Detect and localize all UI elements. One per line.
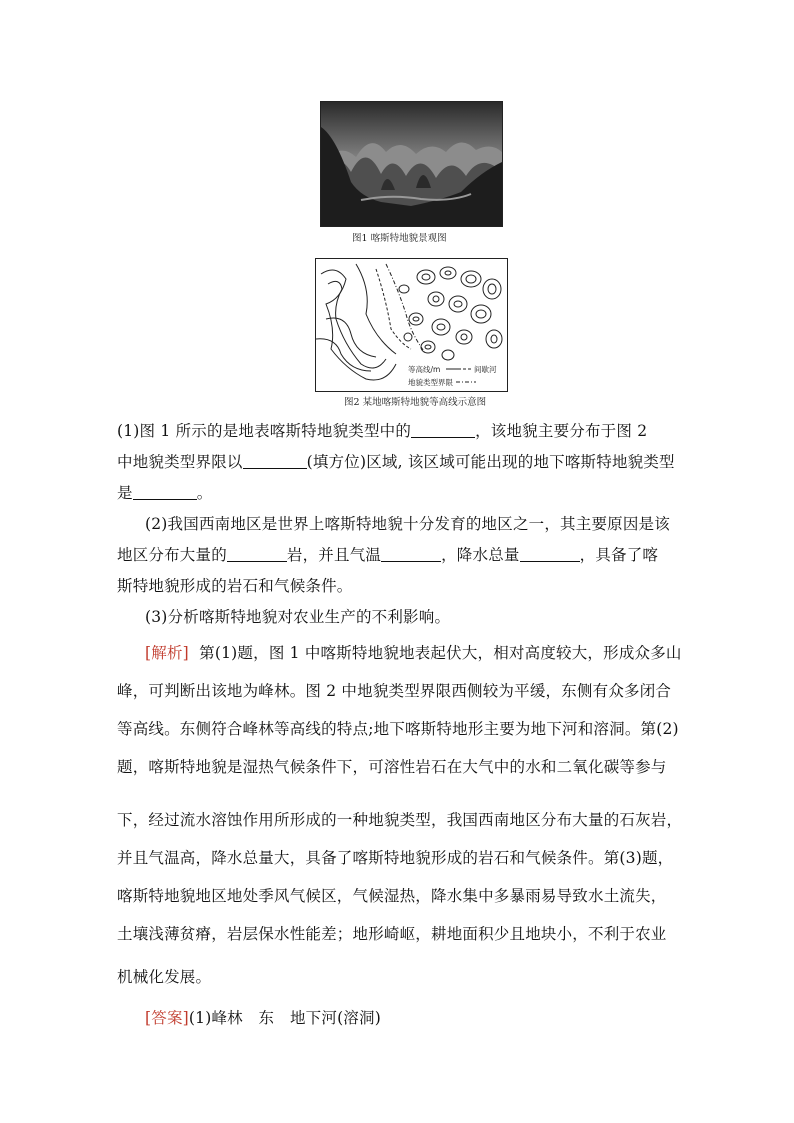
legend-river-label: 间歇河 (474, 365, 497, 374)
q1-text-b: ，该地貌主要分布于图 2 (475, 422, 648, 440)
q2-blank-rock (227, 547, 287, 562)
analysis-line-5: 下，经过流水溶蚀作用所形成的一种地貌类型，我国西南地区分布大量的石灰岩， (117, 811, 683, 829)
q1-text-c: 中地貌类型界限以 (117, 453, 243, 471)
q1-text-e: 是 (117, 484, 133, 502)
answer-tag: [答案] (145, 1009, 189, 1027)
figure1-caption: 图1 喀斯特地貌景观图 (352, 233, 447, 244)
answer-line (145, 1006, 713, 1028)
question2-line1: (2)我国西南地区是世界上喀斯特地貌十分发育的地区之一，其主要原因是该 (145, 515, 670, 533)
analysis-line-2: 峰，可判断出该地为峰林。图 2 中地貌类型界限西侧较为平缓，东侧有众多闭合 (117, 682, 672, 700)
analysis-line-8: 土壤浅薄贫瘠，岩层保水性能差；地形崎岖，耕地面积少且地块小，不利于农业 (117, 925, 667, 943)
legend-contour-label: 等高线/m (408, 365, 441, 374)
q1-blank-underground (133, 485, 197, 500)
q2-text-d: ，具备了喀 (579, 546, 659, 564)
question1-line2 (117, 450, 685, 472)
answer-text: (1)峰林 东 地下河(溶洞) (188, 1009, 381, 1027)
q2-text-b: 岩，并且气温 (286, 546, 382, 564)
q1-text-a: (1)图 1 所示的是地表喀斯特地貌类型中的 (117, 422, 412, 440)
analysis-line-4: 题，喀斯特地貌是湿热气候条件下，可溶性岩石在大气中的水和二氧化碳等参与 (117, 758, 667, 776)
q2-blank-precipitation (520, 547, 580, 562)
analysis-tag: [解析] (145, 644, 189, 662)
karst-photo-illustration (321, 102, 502, 226)
q1-blank-direction (243, 454, 307, 469)
analysis-line-1 (145, 641, 713, 663)
question1-line1 (117, 419, 685, 441)
q1-text-d: (填方位)区域, 该区域可能出现的地下喀斯特地貌类型 (306, 453, 675, 471)
q1-blank-landform (411, 423, 475, 438)
q2-text-c: ，降水总量 (441, 546, 520, 564)
legend-boundary-label: 地貌类型界限 (408, 378, 453, 387)
question2-line2 (117, 543, 685, 565)
karst-contour-map (315, 258, 508, 392)
question1-line3 (117, 481, 685, 503)
analysis-text-0: 第(1)题，图 1 中喀斯特地貌地表起伏大，相对高度较大，形成众多山 (188, 644, 682, 662)
analysis-line-6: 并且气温高，降水总量大，具备了喀斯特地貌形成的岩石和气候条件。第(3)题， (117, 849, 674, 867)
analysis-line-7: 喀斯特地貌地区地处季风气候区，气候湿热，降水集中多暴雨易导致水土流失， (117, 887, 667, 905)
analysis-line-9: 机械化发展。 (117, 968, 212, 986)
analysis-line-3: 等高线。东侧符合峰林等高线的特点;地下喀斯特地形主要为地下河和溶洞。第(2) (117, 720, 679, 738)
q2-blank-temperature (381, 547, 441, 562)
q1-text-f: 。 (196, 484, 213, 502)
q2-text-a: 地区分布大量的 (117, 546, 227, 564)
karst-landscape-photo (320, 101, 503, 227)
question2-line3: 斯特地貌形成的岩石和气候条件。 (117, 577, 353, 595)
question3-line: (3)分析喀斯特地貌对农业生产的不利影响。 (145, 608, 451, 626)
figure2-caption: 图2 某地喀斯特地貌等高线示意图 (344, 397, 487, 408)
contour-map-drawing (316, 259, 507, 391)
